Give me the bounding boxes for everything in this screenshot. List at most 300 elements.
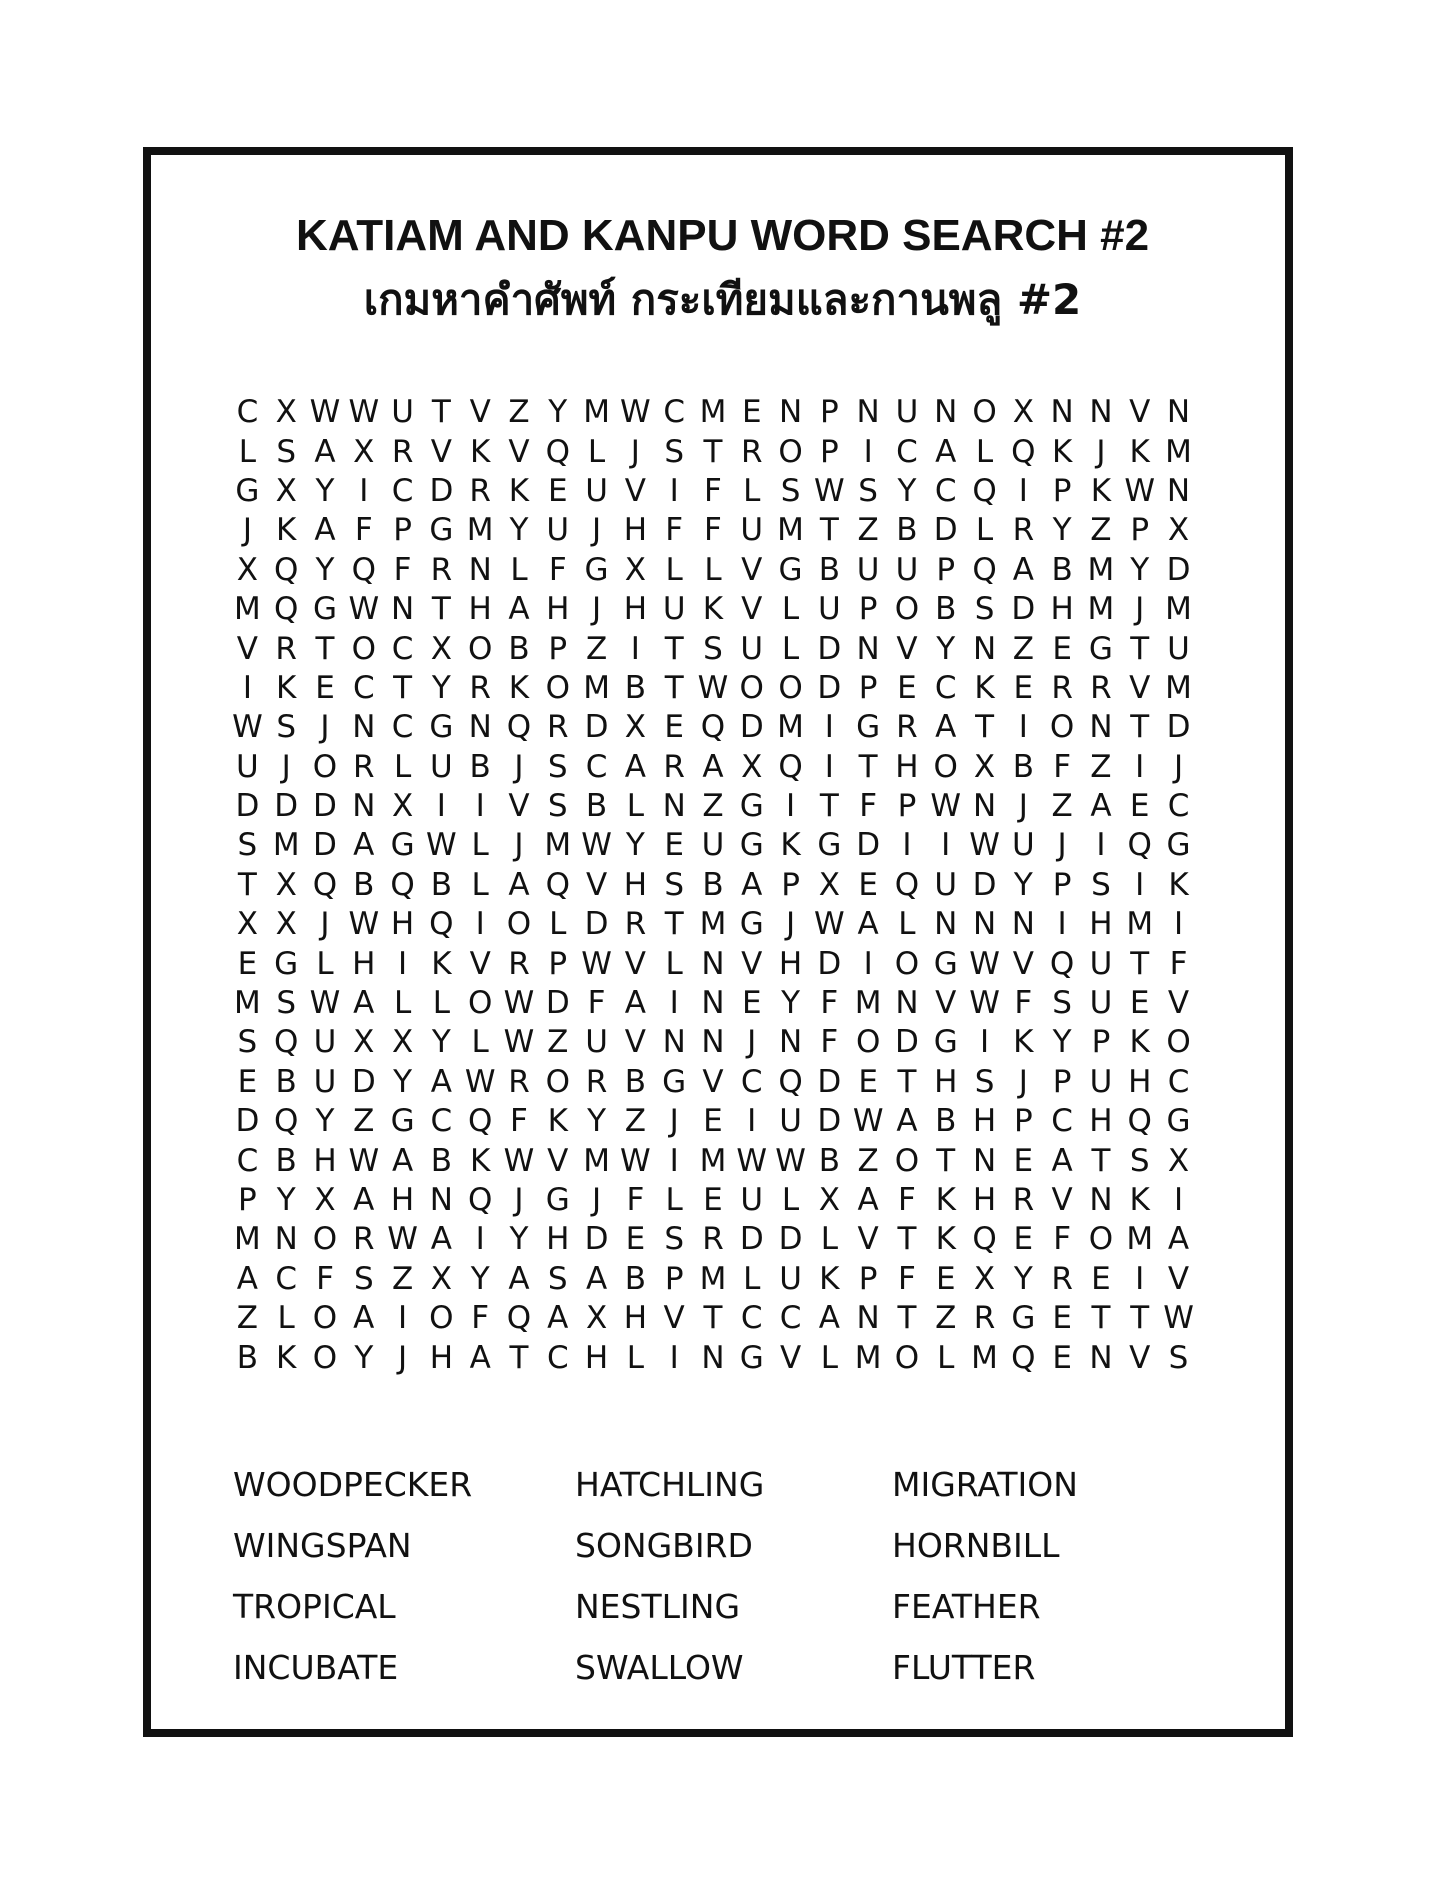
grid-cell[interactable]: I [1135, 1260, 1145, 1297]
grid-cell[interactable]: B [469, 748, 491, 785]
grid-cell[interactable]: X [818, 1182, 840, 1218]
grid-cell[interactable]: R [430, 551, 453, 588]
grid-cell[interactable]: P [1052, 866, 1072, 903]
grid-cell[interactable]: U [546, 512, 570, 549]
grid-cell[interactable]: L [898, 906, 916, 943]
grid-cell[interactable]: Q [273, 1024, 299, 1061]
grid-cell[interactable]: W [620, 394, 651, 431]
grid-cell[interactable]: N [1166, 394, 1191, 431]
grid-cell[interactable]: K [780, 827, 801, 864]
grid-cell[interactable]: B [702, 866, 724, 903]
grid-cell[interactable]: G [584, 551, 609, 588]
grid-cell[interactable]: H [429, 1339, 454, 1376]
grid-cell[interactable]: B [896, 512, 918, 549]
grid-cell[interactable]: N [1089, 394, 1113, 431]
grid-cell[interactable]: N [352, 709, 376, 746]
grid-cell[interactable]: L [238, 433, 257, 470]
grid-cell[interactable]: E [741, 985, 762, 1022]
grid-cell[interactable]: A [624, 985, 646, 1022]
grid-cell[interactable]: H [390, 1182, 415, 1218]
grid-cell[interactable]: Q [506, 709, 532, 746]
grid-cell[interactable]: F [354, 512, 373, 549]
grid-cell[interactable]: X [391, 788, 414, 825]
grid-cell[interactable]: E [703, 1103, 723, 1140]
grid-cell[interactable]: L [471, 1024, 489, 1061]
grid-cell[interactable]: X [353, 1024, 375, 1061]
grid-cell[interactable]: T [1130, 1300, 1150, 1337]
grid-cell[interactable]: D [313, 788, 337, 825]
grid-cell[interactable]: Y [315, 472, 335, 509]
grid-cell[interactable]: S [237, 827, 258, 864]
grid-cell[interactable]: F [1169, 945, 1188, 982]
grid-cell[interactable]: D [895, 1024, 919, 1061]
grid-cell[interactable]: S [1168, 1339, 1189, 1376]
grid-cell[interactable]: C [585, 748, 608, 785]
grid-cell[interactable]: R [1012, 1182, 1035, 1218]
grid-cell[interactable]: T [237, 866, 257, 903]
grid-cell[interactable]: X [1167, 1142, 1190, 1179]
grid-cell[interactable]: G [1166, 1103, 1191, 1140]
grid-cell[interactable]: T [431, 394, 451, 431]
grid-cell[interactable]: R [469, 669, 491, 706]
grid-cell[interactable]: S [237, 1024, 258, 1061]
grid-cell[interactable]: S [547, 1260, 568, 1297]
grid-cell[interactable]: W [348, 591, 380, 628]
grid-cell[interactable]: A [935, 433, 957, 470]
grid-cell[interactable]: J [514, 1182, 524, 1218]
grid-cell[interactable]: Z [857, 512, 879, 549]
grid-cell[interactable]: F [316, 1260, 334, 1297]
grid-cell[interactable]: N [778, 394, 803, 431]
grid-cell[interactable]: Z [547, 1024, 569, 1061]
grid-cell[interactable]: Y [625, 827, 645, 864]
grid-cell[interactable]: E [664, 827, 684, 864]
grid-cell[interactable]: N [274, 1221, 298, 1258]
grid-cell[interactable]: U [1089, 985, 1113, 1022]
grid-cell[interactable]: W [387, 1221, 418, 1258]
grid-cell[interactable]: W [775, 1142, 806, 1179]
grid-cell[interactable]: V [779, 1339, 802, 1376]
grid-cell[interactable]: Z [585, 630, 608, 667]
grid-cell[interactable]: O [545, 1063, 570, 1100]
grid-cell[interactable]: H [352, 945, 376, 982]
grid-cell[interactable]: A [508, 1260, 530, 1297]
grid-cell[interactable]: I [1018, 709, 1028, 746]
grid-cell[interactable]: U [391, 394, 414, 431]
grid-cell[interactable]: U [934, 866, 958, 903]
grid-cell[interactable]: S [1091, 866, 1111, 903]
grid-cell[interactable]: Y [431, 669, 451, 706]
grid-cell[interactable]: I [1173, 906, 1184, 943]
grid-cell[interactable]: A [508, 866, 530, 903]
grid-cell[interactable]: J [747, 1024, 757, 1061]
grid-cell[interactable]: S [547, 788, 568, 825]
grid-cell[interactable]: C [934, 669, 957, 706]
grid-cell[interactable]: X [1012, 394, 1034, 431]
grid-cell[interactable]: F [859, 788, 878, 825]
grid-cell[interactable]: P [548, 630, 568, 667]
grid-cell[interactable]: G [312, 591, 337, 628]
grid-cell[interactable]: P [936, 551, 956, 588]
grid-cell[interactable]: X [236, 551, 259, 588]
grid-cell[interactable]: W [309, 394, 341, 431]
grid-cell[interactable]: Q [1011, 433, 1036, 470]
grid-cell[interactable]: X [314, 1182, 336, 1218]
grid-cell[interactable]: T [1130, 630, 1150, 667]
grid-cell[interactable]: D [235, 788, 260, 825]
grid-cell[interactable]: G [545, 1182, 570, 1218]
grid-cell[interactable]: L [393, 985, 412, 1022]
grid-cell[interactable]: B [624, 1063, 646, 1100]
grid-cell[interactable]: J [514, 827, 524, 864]
grid-cell[interactable]: I [824, 748, 834, 785]
grid-cell[interactable]: U [895, 394, 919, 431]
grid-cell[interactable]: T [315, 630, 335, 667]
grid-cell[interactable]: P [820, 394, 839, 431]
grid-cell[interactable]: D [584, 906, 609, 943]
grid-cell[interactable]: A [624, 748, 646, 785]
grid-cell[interactable]: I [1173, 1182, 1184, 1218]
grid-cell[interactable]: Q [972, 551, 997, 588]
grid-cell[interactable]: L [975, 512, 994, 549]
grid-cell[interactable]: I [359, 472, 369, 509]
grid-cell[interactable]: L [781, 630, 800, 667]
grid-cell[interactable]: G [739, 788, 764, 825]
grid-cell[interactable]: Y [1052, 1024, 1072, 1061]
grid-cell[interactable]: I [398, 1300, 408, 1337]
grid-cell[interactable]: O [1049, 709, 1075, 746]
grid-cell[interactable]: L [432, 985, 451, 1022]
grid-cell[interactable]: O [467, 630, 493, 667]
grid-cell[interactable]: I [1018, 472, 1028, 509]
grid-cell[interactable]: P [820, 433, 839, 470]
grid-cell[interactable]: Q [545, 433, 570, 470]
grid-cell[interactable]: R [1012, 512, 1035, 549]
grid-cell[interactable]: L [665, 945, 683, 982]
grid-cell[interactable]: K [1168, 866, 1189, 903]
grid-cell[interactable]: X [818, 866, 840, 903]
grid-cell[interactable]: B [275, 1142, 297, 1179]
grid-cell[interactable]: V [1051, 1182, 1073, 1218]
grid-cell[interactable]: B [275, 1063, 297, 1100]
grid-cell[interactable]: A [935, 709, 957, 746]
grid-cell[interactable]: G [429, 512, 454, 549]
grid-cell[interactable]: Q [312, 866, 338, 903]
grid-cell[interactable]: E [625, 1221, 646, 1258]
grid-cell[interactable]: C [275, 1260, 298, 1297]
grid-cell[interactable]: X [275, 472, 297, 509]
grid-cell[interactable]: W [969, 945, 1000, 982]
grid-cell[interactable]: H [972, 1182, 997, 1218]
grid-cell[interactable]: X [391, 1024, 414, 1061]
grid-cell[interactable]: T [897, 1221, 917, 1258]
grid-cell[interactable]: X [741, 748, 763, 785]
grid-cell[interactable]: E [664, 709, 684, 746]
grid-cell[interactable]: N [701, 1024, 725, 1061]
grid-cell[interactable]: R [624, 906, 647, 943]
grid-cell[interactable]: Q [506, 1300, 532, 1337]
grid-cell[interactable]: M [466, 512, 494, 549]
grid-cell[interactable]: L [665, 551, 683, 588]
grid-cell[interactable]: V [585, 866, 608, 903]
grid-cell[interactable]: V [236, 630, 258, 667]
grid-cell[interactable]: Q [778, 748, 803, 785]
grid-cell[interactable]: D [856, 827, 881, 864]
grid-cell[interactable]: G [390, 1103, 415, 1140]
grid-cell[interactable]: B [430, 866, 453, 903]
grid-cell[interactable]: T [509, 1339, 529, 1376]
grid-cell[interactable]: W [503, 1142, 535, 1179]
grid-cell[interactable]: P [1052, 472, 1072, 509]
grid-cell[interactable]: O [894, 945, 920, 982]
grid-cell[interactable]: M [777, 709, 804, 746]
grid-cell[interactable]: M [699, 394, 727, 431]
grid-cell[interactable]: O [739, 669, 764, 706]
grid-cell[interactable]: N [468, 709, 492, 746]
grid-cell[interactable]: Y [393, 1063, 413, 1100]
grid-cell[interactable]: Q [972, 1221, 997, 1258]
grid-cell[interactable]: U [313, 1024, 337, 1061]
grid-cell[interactable]: E [858, 1063, 878, 1100]
grid-cell[interactable]: V [857, 1221, 879, 1258]
grid-cell[interactable]: I [1057, 906, 1067, 943]
grid-cell[interactable]: R [275, 630, 297, 667]
grid-cell[interactable]: I [669, 1339, 679, 1376]
grid-cell[interactable]: B [818, 551, 840, 588]
grid-cell[interactable]: W [348, 1142, 380, 1179]
grid-cell[interactable]: J [1135, 591, 1145, 628]
grid-cell[interactable]: S [858, 472, 878, 509]
grid-cell[interactable]: A [896, 1103, 918, 1140]
grid-cell[interactable]: L [975, 433, 994, 470]
grid-cell[interactable]: X [353, 433, 375, 470]
grid-cell[interactable]: M [1165, 591, 1192, 628]
grid-cell[interactable]: O [312, 1300, 338, 1337]
grid-cell[interactable]: D [817, 1103, 842, 1140]
grid-cell[interactable]: C [430, 1103, 453, 1140]
grid-cell[interactable]: A [1167, 1221, 1190, 1258]
grid-cell[interactable]: E [237, 1063, 258, 1100]
grid-cell[interactable]: E [1052, 1300, 1072, 1337]
grid-cell[interactable]: G [429, 709, 454, 746]
grid-cell[interactable]: F [898, 1260, 916, 1297]
grid-cell[interactable]: H [778, 945, 803, 982]
grid-cell[interactable]: Y [1013, 866, 1033, 903]
grid-cell[interactable]: I [785, 788, 796, 825]
grid-cell[interactable]: P [1013, 1103, 1033, 1140]
grid-cell[interactable]: A [857, 906, 879, 943]
grid-cell[interactable]: N [972, 1142, 997, 1179]
grid-cell[interactable]: V [469, 945, 491, 982]
grid-cell[interactable]: C [546, 1339, 569, 1376]
grid-cell[interactable]: V [1167, 985, 1190, 1022]
grid-cell[interactable]: D [1166, 551, 1191, 588]
grid-cell[interactable]: R [1051, 669, 1073, 706]
grid-cell[interactable]: W [736, 1142, 768, 1179]
grid-cell[interactable]: Y [509, 512, 529, 549]
grid-cell[interactable]: Z [1012, 630, 1034, 667]
grid-cell[interactable]: E [741, 394, 762, 431]
grid-cell[interactable]: Y [470, 1260, 490, 1297]
grid-cell[interactable]: N [856, 1300, 880, 1337]
grid-cell[interactable]: V [741, 945, 763, 982]
grid-cell[interactable]: C [934, 472, 957, 509]
grid-cell[interactable]: V [508, 433, 530, 470]
grid-cell[interactable]: M [583, 394, 610, 431]
grid-cell[interactable]: O [778, 433, 803, 470]
grid-cell[interactable]: T [664, 669, 684, 706]
grid-cell[interactable]: A [1051, 1142, 1073, 1179]
grid-cell[interactable]: B [585, 788, 608, 825]
grid-cell[interactable]: W [697, 669, 729, 706]
grid-cell[interactable]: Z [236, 1300, 259, 1337]
grid-cell[interactable]: A [430, 1063, 452, 1100]
grid-cell[interactable]: G [739, 827, 764, 864]
grid-cell[interactable]: W [464, 1063, 496, 1100]
grid-cell[interactable]: C [779, 1300, 802, 1337]
grid-cell[interactable]: B [624, 1260, 646, 1297]
grid-cell[interactable]: E [1013, 669, 1034, 706]
grid-cell[interactable]: V [1167, 1260, 1190, 1297]
grid-cell[interactable]: E [935, 1260, 956, 1297]
grid-cell[interactable]: L [820, 1339, 838, 1376]
grid-cell[interactable]: A [585, 1260, 608, 1297]
grid-cell[interactable]: F [548, 551, 567, 588]
grid-cell[interactable]: Y [1052, 512, 1072, 549]
grid-cell[interactable]: J [591, 1182, 602, 1218]
grid-cell[interactable]: C [740, 1300, 763, 1337]
grid-cell[interactable]: I [824, 709, 834, 746]
grid-cell[interactable]: U [895, 551, 919, 588]
grid-cell[interactable]: T [897, 1063, 917, 1100]
grid-cell[interactable]: N [701, 985, 725, 1022]
grid-cell[interactable]: M [272, 827, 300, 864]
grid-cell[interactable]: G [235, 472, 260, 509]
grid-cell[interactable]: I [1096, 827, 1106, 864]
grid-cell[interactable]: X [973, 1260, 996, 1297]
grid-cell[interactable]: D [739, 1221, 764, 1258]
grid-cell[interactable]: H [390, 906, 415, 943]
grid-cell[interactable]: M [854, 1339, 882, 1376]
grid-cell[interactable]: W [1163, 1300, 1194, 1337]
grid-cell[interactable]: E [1052, 630, 1072, 667]
grid-cell[interactable]: M [544, 827, 572, 864]
grid-cell[interactable]: M [1087, 591, 1115, 628]
grid-cell[interactable]: B [430, 1142, 453, 1179]
grid-cell[interactable]: O [1088, 1221, 1114, 1258]
grid-cell[interactable]: M [699, 1260, 727, 1297]
grid-cell[interactable]: E [703, 1182, 723, 1218]
grid-cell[interactable]: I [242, 669, 252, 706]
grid-cell[interactable]: V [896, 630, 918, 667]
grid-cell[interactable]: A [236, 1260, 258, 1297]
grid-cell[interactable]: T [664, 906, 684, 943]
grid-cell[interactable]: C [391, 709, 414, 746]
grid-cell[interactable]: K [1129, 1182, 1150, 1218]
grid-cell[interactable]: M [699, 1142, 727, 1179]
grid-cell[interactable]: M [234, 591, 261, 628]
grid-cell[interactable]: S [974, 1063, 995, 1100]
grid-cell[interactable]: D [274, 788, 299, 825]
grid-cell[interactable]: E [315, 669, 335, 706]
grid-cell[interactable]: Q [467, 1182, 493, 1218]
grid-cell[interactable]: M [583, 1142, 610, 1179]
grid-cell[interactable]: W [1124, 472, 1156, 509]
grid-cell[interactable]: M [583, 669, 610, 706]
grid-cell[interactable]: Y [1130, 551, 1150, 588]
grid-cell[interactable]: D [817, 669, 842, 706]
grid-cell[interactable]: W [348, 394, 380, 431]
grid-cell[interactable]: I [475, 906, 485, 943]
grid-cell[interactable]: R [547, 709, 569, 746]
grid-cell[interactable]: S [664, 866, 684, 903]
grid-cell[interactable]: W [503, 985, 535, 1022]
grid-cell[interactable]: C [352, 669, 375, 706]
grid-cell[interactable]: Y [548, 394, 568, 431]
grid-cell[interactable]: L [820, 1221, 838, 1258]
grid-cell[interactable]: H [972, 1103, 997, 1140]
grid-cell[interactable]: G [1166, 827, 1191, 864]
grid-cell[interactable]: A [314, 433, 336, 470]
grid-cell[interactable]: N [1089, 1339, 1113, 1376]
grid-cell[interactable]: I [475, 1221, 485, 1258]
grid-cell[interactable]: Q [1049, 945, 1075, 982]
grid-cell[interactable]: J [514, 748, 524, 785]
grid-cell[interactable]: Y [276, 1182, 296, 1218]
grid-cell[interactable]: P [1091, 1024, 1111, 1061]
grid-cell[interactable]: O [312, 1339, 338, 1376]
grid-cell[interactable]: T [1130, 709, 1150, 746]
grid-cell[interactable]: N [468, 551, 492, 588]
grid-cell[interactable]: K [276, 1339, 297, 1376]
grid-cell[interactable]: Q [273, 551, 299, 588]
grid-cell[interactable]: J [1018, 1063, 1028, 1100]
grid-cell[interactable]: S [664, 433, 684, 470]
grid-cell[interactable]: L [471, 827, 489, 864]
grid-cell[interactable]: W [814, 906, 845, 943]
grid-cell[interactable]: K [819, 1260, 840, 1297]
grid-cell[interactable]: U [1089, 945, 1113, 982]
grid-cell[interactable]: W [969, 985, 1000, 1022]
grid-cell[interactable]: T [819, 788, 839, 825]
grid-cell[interactable]: V [741, 551, 763, 588]
grid-cell[interactable]: G [778, 551, 803, 588]
grid-cell[interactable]: H [546, 1221, 570, 1258]
grid-cell[interactable]: A [547, 1300, 569, 1337]
grid-cell[interactable]: V [624, 472, 646, 509]
grid-cell[interactable]: Z [935, 1300, 957, 1337]
grid-cell[interactable]: J [785, 906, 796, 943]
grid-cell[interactable]: N [1089, 709, 1113, 746]
grid-cell[interactable]: D [584, 709, 609, 746]
grid-cell[interactable]: I [475, 788, 485, 825]
grid-cell[interactable]: O [1166, 1024, 1191, 1061]
grid-cell[interactable]: B [353, 866, 375, 903]
grid-cell[interactable]: J [320, 906, 330, 943]
grid-cell[interactable]: I [1135, 748, 1145, 785]
grid-cell[interactable]: D [429, 472, 454, 509]
grid-cell[interactable]: C [1167, 788, 1190, 825]
grid-cell[interactable]: Y [936, 630, 956, 667]
grid-cell[interactable]: G [739, 1339, 764, 1376]
grid-cell[interactable]: I [436, 788, 446, 825]
grid-cell[interactable]: R [973, 1300, 996, 1337]
grid-cell[interactable]: A [430, 1221, 452, 1258]
grid-cell[interactable]: N [934, 394, 958, 431]
grid-cell[interactable]: B [1051, 551, 1073, 588]
grid-cell[interactable]: Z [353, 1103, 375, 1140]
grid-cell[interactable]: J [398, 1339, 408, 1376]
